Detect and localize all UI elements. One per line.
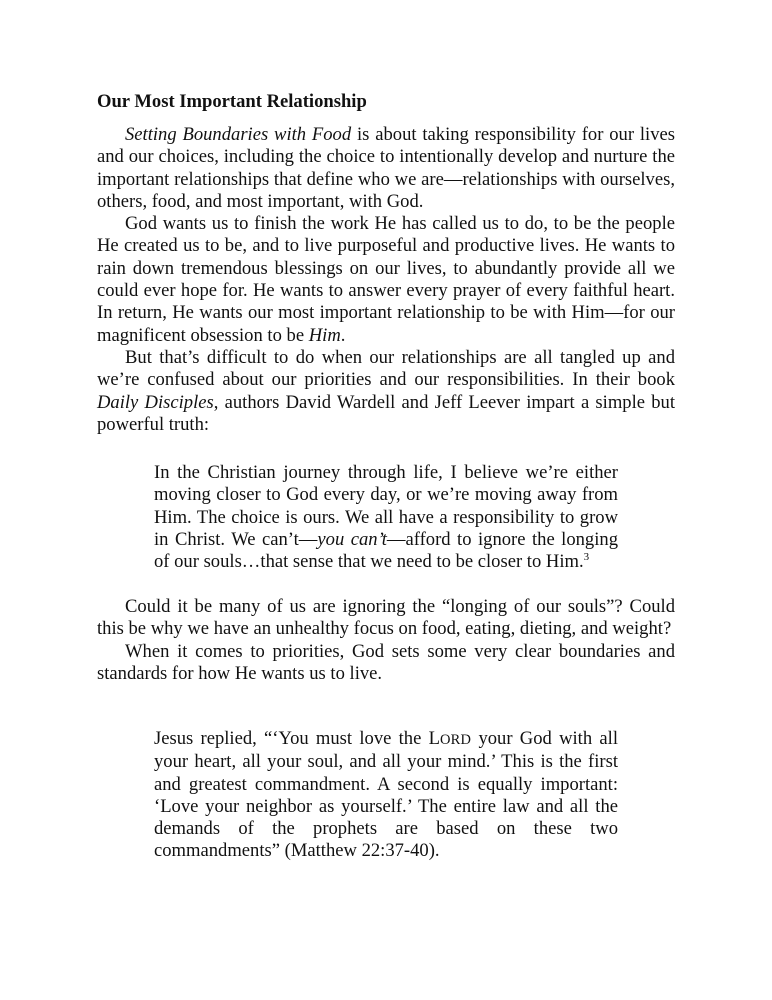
emphasis-him: Him [308,324,341,346]
paragraph-1: Setting Boundaries with Food is about taking responsibility for our lives and our choices, including the choice to intentionally develop and nurture the important relationships that define who we are—relationships with ourselves, others, food, and most important, with God. [97,124,675,212]
paragraph-3: But that’s difficult to do when our relationships are all tangled up and we’re confused about our priorities and our responsibilities. In their book Daily Disciples, authors David Wardell and Jeff Leever impart a simple but powerful truth: [97,346,675,435]
section-heading: Our Most Important Relationship [97,91,367,112]
book-title-daily-disciples: Daily Disciples [97,391,214,413]
emphasis-you-cant: you can’t [317,528,387,550]
quote-text: In the Christian journey through life, I believe we’re either moving closer to God every day, or we’re moving away from Him. The choice is ours. We all have a responsibility to grow in Christ. We can’t—you can’t—afford to ignore the longing of our souls…that sense that we need to be closer to Him.$^3$ [154,462,618,573]
paragraph-5: When it comes to priorities, God sets some very clear boundaries and standards for how He wants us to live. [97,640,675,684]
block-quote-daily-disciples [154,462,618,573]
book-title-italic: Setting Boundaries with Food [125,124,352,145]
footnote-marker: 3 [583,551,590,563]
lord-small-caps: ORD [439,732,472,748]
middle-paragraphs [97,596,675,685]
paragraph-4: Could it be many of us are ignoring the “longing of our souls”? Could this be why we have an unhealthy focus on food, eating, dieting, and weight? [97,596,675,640]
block-quote-matthew [154,728,618,863]
intro-paragraphs [97,124,675,436]
scripture-quote: Jesus replied, “‘You must love the LORD your God with all your heart, all your soul, and all your mind.’ This is the first and greatest commandment. A second is equally important: ‘Love your neighbor as yourself.’ The entire law and all the demands of the prophets are based on these two commandments” (Matthew 22:37-40). [154,728,618,862]
paragraph-2: God wants us to finish the work He has called us to do, to be the people He created us to be, and to live purposeful and productive lives. He wants to rain down tremendous blessings on our lives, to abundantly provide all we could ever hope for. He wants to answer every prayer of every faithful heart. In return, He wants our most important relationship to be with Him—for our magnificent obsession to be Him. [97,213,675,346]
